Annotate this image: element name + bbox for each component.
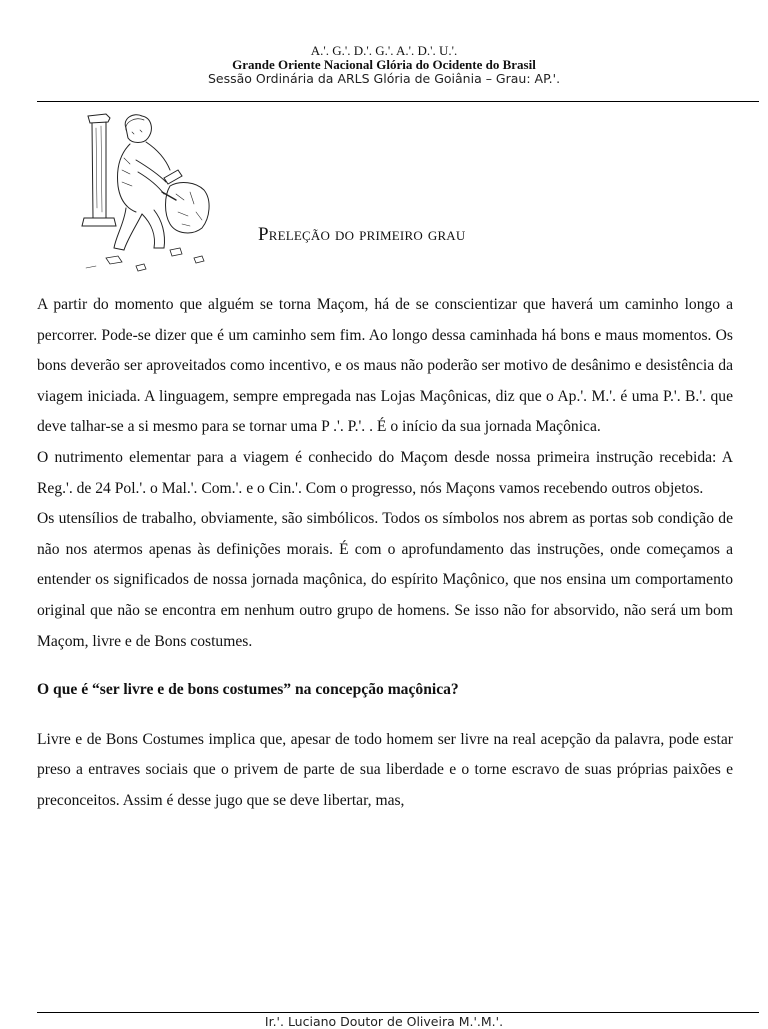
document-body	[37, 290, 733, 817]
header-divider	[37, 101, 759, 102]
page-title: Preleção do primeiro grau	[258, 224, 466, 245]
paragraph: O nutrimento elementar para a viagem é conhecido do Maçom desde nossa primeira instrução recebida: A Reg.'. de 24 Pol.'. o Mal.'. Com.'. e o Cin.'. Com o progresso, nós Maçons vamos recebendo outros objetos.	[37, 448, 733, 497]
paragraph: A partir do momento que alguém se torna Maçom, há de se conscientizar que haverá um caminho longo a percorrer. Pode-se dizer que é um caminho sem fim. Ao longo dessa caminhada há bons e maus momentos. Os bons deverão ser aproveitados como incentivo, e os maus não poderão ser motivo de desânimo e desistência da viagem iniciada. A linguagem, sempre empregada nas Lojas Maçônicas, diz que o Ap.'. M.'. é uma P.'. B.'. que deve talhar-se a si mesmo para se tornar uma P .'. P.'. . É o início da sua jornada Maçônica.	[37, 296, 733, 436]
paragraph: Os utensílios de trabalho, obviamente, são simbólicos. Todos os símbolos nos abrem as portas sob condição de não nos atermos apenas às definições morais. É com o aprofundamento das instruções, onde começamos a entender os significados de nossa jornada maçônica, do espírito Maçônico, que nos ensina um comportamento original que não se encontra em nenhum outro grupo de homens. Se isso não for absorvido, não será um bom Maçom, livre e de Bons costumes.	[37, 510, 733, 650]
header-acronym: A.'. G.'. D.'. G.'. A.'. D.'. U.'.	[310, 43, 458, 58]
document-header	[0, 44, 768, 86]
document-footer: Ir.'. Luciano Doutor de Oliveira M.'.M.'.	[264, 1014, 504, 1029]
apprentice-carving-stone-illustration	[66, 108, 222, 276]
header-session: Sessão Ordinária da ARLS Glória de Goiânia – Grau: AP.'.	[207, 71, 561, 86]
header-organization: Grande Oriente Nacional Glória do Ocidente do Brasil	[232, 57, 536, 72]
paragraph: Livre e de Bons Costumes implica que, apesar de todo homem ser livre na real acepção da palavra, pode estar preso a entraves sociais que o privem de parte de sua liberdade e o torne escravo de suas próprias paixões e preconceitos. Assim é desse jugo que se deve libertar, mas,	[37, 730, 733, 809]
section-question: O que é “ser livre e de bons costumes” na concepção maçônica?	[37, 681, 459, 699]
footer-divider	[37, 1012, 759, 1013]
